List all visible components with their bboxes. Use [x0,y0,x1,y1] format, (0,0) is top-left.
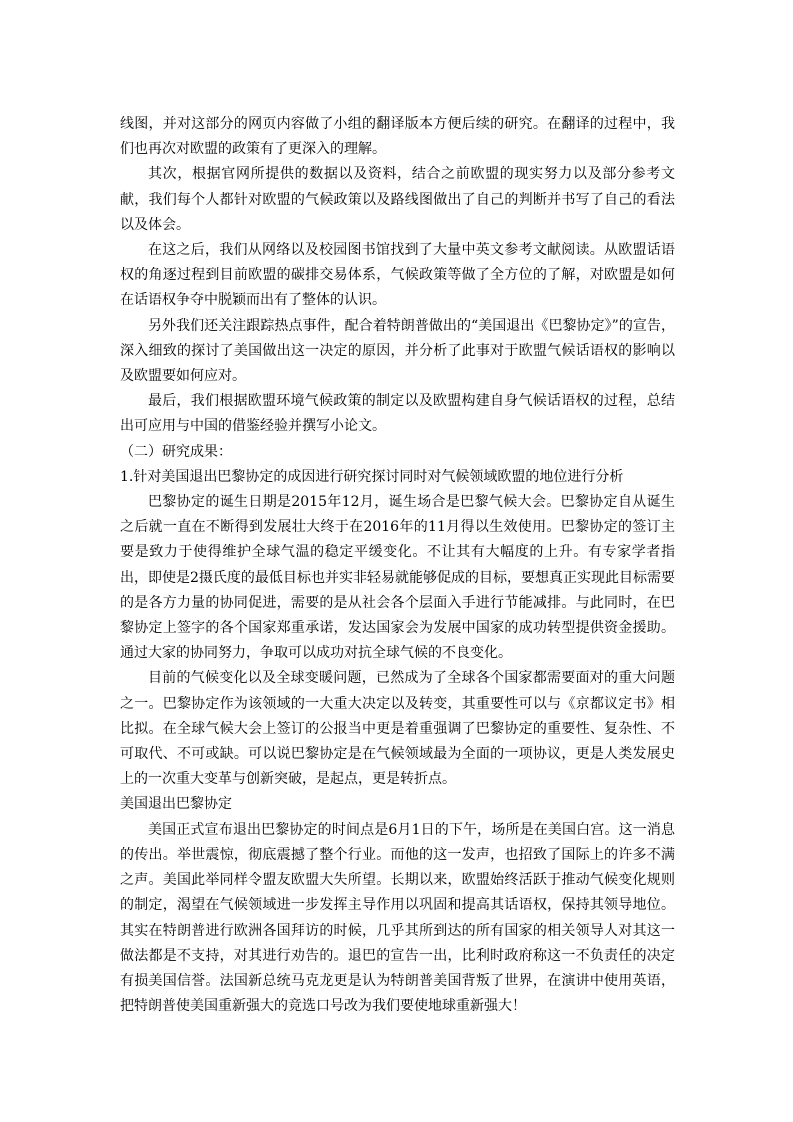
paragraph-1: 线图，并对这部分的网页内容做了小组的翻译版本方便后续的研究。在翻译的过程中，我们也再次对欧盟的政策有了更深入的理解。 [120,116,675,158]
section-heading-results: （二）研究成果： [120,443,232,460]
paragraph-paris-agreement: 巴黎协定的诞生日期是2015年12月，诞生场合是巴黎气候大会。巴黎协定自从诞生之后就一直在不断得到发展壮大终于在2016年的11月得以生效使用。巴黎协定的签订主要是致力于使得维护全球气温的稳定平缓变化。不让其有大幅度的上升。有专家学者指出，即使是2摄氏度的最低目标也并实非轻易就能够促成的目标，要想真正实现此目标需要的是各方力量的协同促进，需要的是从社会各个层面入手进行节能减排。与此同时，在巴黎协定上签字的各个国家郑重承诺，发达国家会为发展中国家的成功转型提供资金援助。通过大家的协同努力，争取可以成功对抗全球气候的不良变化。 [120,494,675,662]
paragraph-us-withdrawal: 美国正式宣布退出巴黎协定的时间点是6月1日的下午，场所是在美国白宫。这一消息的传出。举世震惊，彻底震撼了整个行业。而他的这一发声，也招致了国际上的许多不满之声。美国此举同样令盟友欧盟大失所望。长期以来，欧盟始终活跃于推动气候变化规则的制定，渴望在气候领域进一步发挥主导作用以巩固和提高其话语权，保持其领导地位。其实在特朗普进行欧洲各国拜访的时候，几乎其所到达的所有国家的相关领导人对其这一做法都是不支持，对其进行劝告的。退巴的宣告一出，比利时政府称这一不负责任的决定有损美国信誉。法国新总统马克龙更是认为特朗普美国背叛了世界，在演讲中使用英语，把特朗普使美国重新强大的竞选口号改为我们要使地球重新强大！ [120,821,675,1015]
paragraph-climate-change: 目前的气候变化以及全球变暖问题，已然成为了全球各个国家都需要面对的重大问题之一。巴黎协定作为该领域的一大重大决定以及转变，其重要性可以与《京都议定书》相比拟。在全球气候大会上签订的公报当中更是着重强调了巴黎协定的重要性、复杂性、不可取代、不可或缺。可以说巴黎协定是在气候领域最为全面的一项协议，更是人类发展史上的一次重大变革与创新突破，是起点，更是转折点。 [120,670,675,788]
paragraph-2: 其次，根据官网所提供的数据以及资料，结合之前欧盟的现实努力以及部分参考文献，我们每个人都针对欧盟的气候政策以及路线图做出了自己的判断并书写了自己的看法以及体会。 [120,166,675,233]
document-body [120,112,675,1019]
paragraph-5: 最后，我们根据欧盟环境气候政策的制定以及欧盟构建自身气候话语权的过程，总结出可应用与中国的借鉴经验并撰写小论文。 [120,393,675,435]
subsection-heading-1: 1.针对美国退出巴黎协定的成因进行研究探讨同时对气候领域欧盟的地位进行分析 [120,468,624,485]
subheading-us-withdrawal: 美国退出巴黎协定 [120,796,232,813]
paragraph-4: 另外我们还关注跟踪热点事件，配合着特朗普做出的“美国退出《巴黎协定》”的宣告，深入细致的探讨了美国做出这一决定的原因，并分析了此事对于欧盟气候话语权的影响以及欧盟要如何应对。 [120,317,675,385]
paragraph-3: 在这之后，我们从网络以及校园图书馆找到了大量中英文参考文献阅读。从欧盟话语权的角逐过程到目前欧盟的碳排交易体系，气候政策等做了全方位的了解，对欧盟是如何在话语权争夺中脱颖而出有了整体的认识。 [120,242,675,309]
